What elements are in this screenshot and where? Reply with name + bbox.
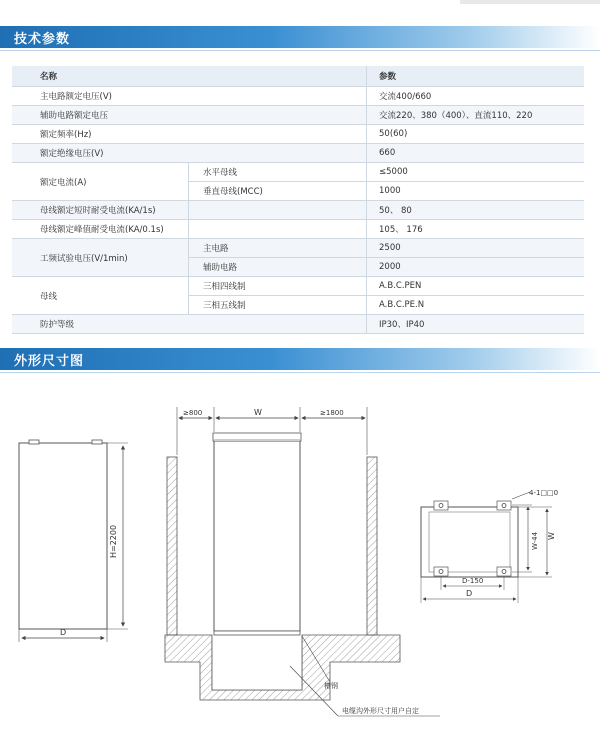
section-header-dimensions: [0, 348, 600, 370]
section-rule: [0, 50, 600, 51]
trench-note: 电缆沟外形尺寸用户自定: [342, 707, 419, 715]
row-sublabel-empty: [189, 220, 367, 239]
section-header-tech-params: [0, 26, 600, 48]
table-row: [12, 315, 584, 334]
height-label: H=2200: [109, 524, 118, 558]
row-value: 2000: [367, 258, 585, 277]
front-clearance-label: ≥800: [183, 409, 203, 417]
table-row: [12, 106, 584, 125]
row-label: 防护等级: [12, 315, 367, 334]
table-header-row: [12, 66, 584, 87]
inner-width-label: W-44: [531, 531, 539, 550]
table-row: [12, 220, 584, 239]
row-value: A.B.C.PEN: [367, 277, 585, 296]
header-name: 名称: [12, 66, 367, 87]
section-title: 外形尺寸图: [14, 354, 85, 369]
row-value: 1000: [367, 182, 585, 201]
inner-depth-label: D-150: [462, 577, 484, 585]
base-plan-view: [421, 489, 558, 603]
row-label: 额定绝缘电压(V): [12, 144, 367, 163]
row-label: 母线额定短时耐受电流(KA/1s): [12, 201, 189, 220]
table-row: [12, 239, 584, 258]
table-row: [12, 277, 584, 296]
row-label: 辅助电路额定电压: [12, 106, 367, 125]
outer-width-label: W: [547, 532, 556, 540]
row-value: 交流220、380（400）、直流110、220: [367, 106, 585, 125]
row-value: A.B.C.PE.N: [367, 296, 585, 315]
row-value: 交流400/660: [367, 87, 585, 106]
row-sublabel: 三相五线制: [189, 296, 367, 315]
row-sublabel: 主电路: [189, 239, 367, 258]
width-label: W: [254, 408, 262, 417]
row-label: 工频试验电压(V/1min): [12, 239, 189, 277]
row-value: 50(60): [367, 125, 585, 144]
rear-clearance-label: ≥1800: [320, 409, 344, 417]
row-value: IP30、IP40: [367, 315, 585, 334]
row-label: 主电路额定电压(V): [12, 87, 367, 106]
spec-table: [12, 66, 584, 334]
table-row: [12, 201, 584, 220]
row-label: 额定电流(A): [12, 163, 189, 201]
depth-label: D: [60, 628, 67, 637]
row-label: 额定频率(Hz): [12, 125, 367, 144]
channel-label: 槽钢: [324, 682, 338, 690]
table-row: [12, 144, 584, 163]
row-sublabel: 垂直母线(MCC): [189, 182, 367, 201]
row-label: 母线: [12, 277, 189, 315]
row-sublabel: 水平母线: [189, 163, 367, 182]
top-decoration: [0, 0, 600, 18]
outer-depth-label: D: [466, 589, 473, 598]
side-view: [19, 440, 128, 642]
holes-label: 4-1□□0: [529, 489, 559, 497]
table-row: [12, 163, 584, 182]
row-label: 母线额定峰值耐受电流(KA/0.1s): [12, 220, 189, 239]
table-row: [12, 125, 584, 144]
header-param: 参数: [367, 66, 585, 87]
section-rule: [0, 372, 600, 373]
dimension-drawing: [0, 400, 600, 740]
row-sublabel: 辅助电路: [189, 258, 367, 277]
row-value: 50、 80: [367, 201, 585, 220]
table-row: [12, 87, 584, 106]
row-value: 105、 176: [367, 220, 585, 239]
row-value: 660: [367, 144, 585, 163]
row-value: ≤5000: [367, 163, 585, 182]
row-sublabel: 三相四线制: [189, 277, 367, 296]
row-sublabel-empty: [189, 201, 367, 220]
section-title: 技术参数: [14, 32, 71, 47]
row-value: 2500: [367, 239, 585, 258]
installation-view: [165, 407, 440, 716]
